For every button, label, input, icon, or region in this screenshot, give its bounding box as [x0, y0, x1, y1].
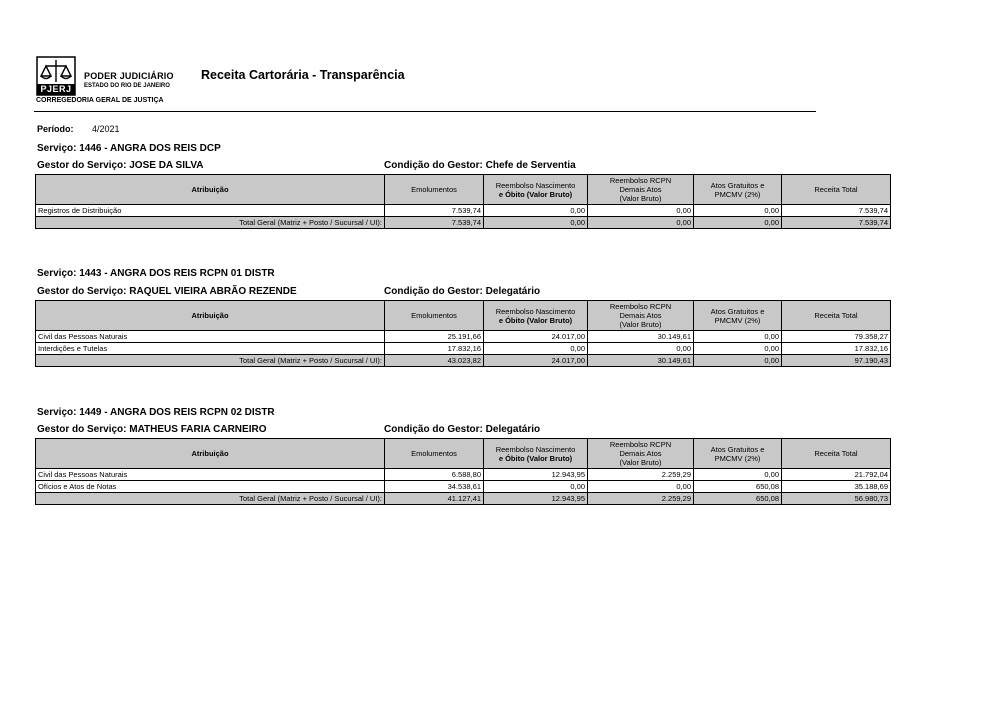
service-condicao: Condição do Gestor: Delegatário — [384, 424, 541, 435]
col-reembolso-nascimento: Reembolso Nascimento e Óbito (Valor Bruto) — [484, 439, 588, 469]
table-row — [36, 481, 891, 493]
total-value: 43.023,82 — [385, 355, 484, 367]
row-atribuicao: Ofícios e Atos de Notas — [36, 481, 385, 493]
row-value: 0,00 — [694, 343, 782, 355]
col-reembolso-nascimento: Reembolso Nascimento e Óbito (Valor Bruto) — [484, 175, 588, 205]
total-value: 7.539,74 — [385, 217, 484, 229]
total-value: 0,00 — [694, 217, 782, 229]
service-gestor: Gestor do Serviço: RAQUEL VIEIRA ABRÃO REZENDE — [37, 286, 297, 297]
row-value: 30.149,61 — [588, 331, 694, 343]
service-gestor: Gestor do Serviço: MATHEUS FARIA CARNEIRO — [37, 424, 267, 435]
row-value: 35.188,69 — [782, 481, 891, 493]
total-row — [36, 217, 891, 229]
row-value: 34.538,61 — [385, 481, 484, 493]
total-value: 41.127,41 — [385, 493, 484, 505]
row-value: 12.943,95 — [484, 469, 588, 481]
total-value: 56.980,73 — [782, 493, 891, 505]
col-atribuicao: Atribuição — [36, 175, 385, 205]
total-value: 0,00 — [694, 355, 782, 367]
period-label: Período: — [37, 124, 74, 134]
table-row — [36, 469, 891, 481]
service-title: Serviço: 1443 - ANGRA DOS REIS RCPN 01 DISTR — [37, 268, 275, 279]
total-value: 650,08 — [694, 493, 782, 505]
total-row — [36, 493, 891, 505]
service-condicao: Condição do Gestor: Delegatário — [384, 286, 541, 297]
header-divider — [34, 111, 816, 112]
row-value: 0,00 — [588, 343, 694, 355]
row-atribuicao: Registros de Distribuição — [36, 205, 385, 217]
total-value: 0,00 — [484, 217, 588, 229]
col-emolumentos: Emolumentos — [385, 439, 484, 469]
row-value: 21.792,04 — [782, 469, 891, 481]
total-label: Total Geral (Matriz + Posto / Sucursal / UI): — [36, 217, 385, 229]
row-value: 650,08 — [694, 481, 782, 493]
table-header-row — [36, 439, 891, 469]
document-title: Receita Cartorária - Transparência — [201, 68, 405, 82]
col-atribuicao: Atribuição — [36, 301, 385, 331]
col-reembolso-rcpn: Reembolso RCPN Demais Atos (Valor Bruto) — [588, 175, 694, 205]
col-atos-gratuitos: Atos Gratuitos e PMCMV (2%) — [694, 175, 782, 205]
col-reembolso-rcpn: Reembolso RCPN Demais Atos (Valor Bruto) — [588, 439, 694, 469]
row-value: 2.259,29 — [588, 469, 694, 481]
total-label: Total Geral (Matriz + Posto / Sucursal / UI): — [36, 355, 385, 367]
row-value: 7.539,74 — [782, 205, 891, 217]
service-gestor: Gestor do Serviço: JOSE DA SILVA — [37, 160, 204, 171]
row-value: 0,00 — [484, 481, 588, 493]
org-subdivision: CORREGEDORIA GERAL DE JUSTIÇA — [36, 97, 164, 104]
service-table — [35, 300, 891, 367]
row-value: 17.832,16 — [782, 343, 891, 355]
table-header-row — [36, 175, 891, 205]
total-value: 12.943,95 — [484, 493, 588, 505]
col-reembolso-rcpn: Reembolso RCPN Demais Atos (Valor Bruto) — [588, 301, 694, 331]
row-value: 79.358,27 — [782, 331, 891, 343]
table-header-row — [36, 301, 891, 331]
total-label: Total Geral (Matriz + Posto / Sucursal / UI): — [36, 493, 385, 505]
row-value: 0,00 — [694, 469, 782, 481]
total-value: 0,00 — [588, 217, 694, 229]
col-reembolso-nascimento: Reembolso Nascimento e Óbito (Valor Bruto) — [484, 301, 588, 331]
service-condicao: Condição do Gestor: Chefe de Serventia — [384, 160, 576, 171]
service-table — [35, 174, 891, 229]
row-atribuicao: Civil das Pessoas Naturais — [36, 469, 385, 481]
row-value: 0,00 — [588, 481, 694, 493]
col-receita-total: Receita Total — [782, 175, 891, 205]
total-value: 2.259,29 — [588, 493, 694, 505]
col-receita-total: Receita Total — [782, 439, 891, 469]
row-atribuicao: Civil das Pessoas Naturais — [36, 331, 385, 343]
row-value: 0,00 — [484, 205, 588, 217]
col-receita-total: Receita Total — [782, 301, 891, 331]
total-value: 24.017,00 — [484, 355, 588, 367]
row-value: 6.588,80 — [385, 469, 484, 481]
col-emolumentos: Emolumentos — [385, 301, 484, 331]
table-row — [36, 205, 891, 217]
col-emolumentos: Emolumentos — [385, 175, 484, 205]
row-value: 25.191,66 — [385, 331, 484, 343]
org-name: PODER JUDICIÁRIO — [84, 71, 174, 81]
total-value: 7.539,74 — [782, 217, 891, 229]
total-row — [36, 355, 891, 367]
row-atribuicao: Interdições e Tutelas — [36, 343, 385, 355]
service-title: Serviço: 1446 - ANGRA DOS REIS DCP — [37, 143, 221, 154]
row-value: 0,00 — [694, 331, 782, 343]
table-row — [36, 343, 891, 355]
row-value: 0,00 — [588, 205, 694, 217]
row-value: 0,00 — [484, 343, 588, 355]
col-atos-gratuitos: Atos Gratuitos e PMCMV (2%) — [694, 301, 782, 331]
total-value: 30.149,61 — [588, 355, 694, 367]
table-row — [36, 331, 891, 343]
row-value: 24.017,00 — [484, 331, 588, 343]
total-value: 97.190,43 — [782, 355, 891, 367]
row-value: 7.539,74 — [385, 205, 484, 217]
col-atos-gratuitos: Atos Gratuitos e PMCMV (2%) — [694, 439, 782, 469]
col-atribuicao: Atribuição — [36, 439, 385, 469]
row-value: 0,00 — [694, 205, 782, 217]
row-value: 17.832,16 — [385, 343, 484, 355]
logo-text: PJERJ — [40, 84, 72, 94]
service-title: Serviço: 1449 - ANGRA DOS REIS RCPN 02 DISTR — [37, 407, 275, 418]
period-value: 4/2021 — [92, 124, 120, 134]
org-state: ESTADO DO RIO DE JANEIRO — [84, 83, 170, 89]
service-table — [35, 438, 891, 505]
